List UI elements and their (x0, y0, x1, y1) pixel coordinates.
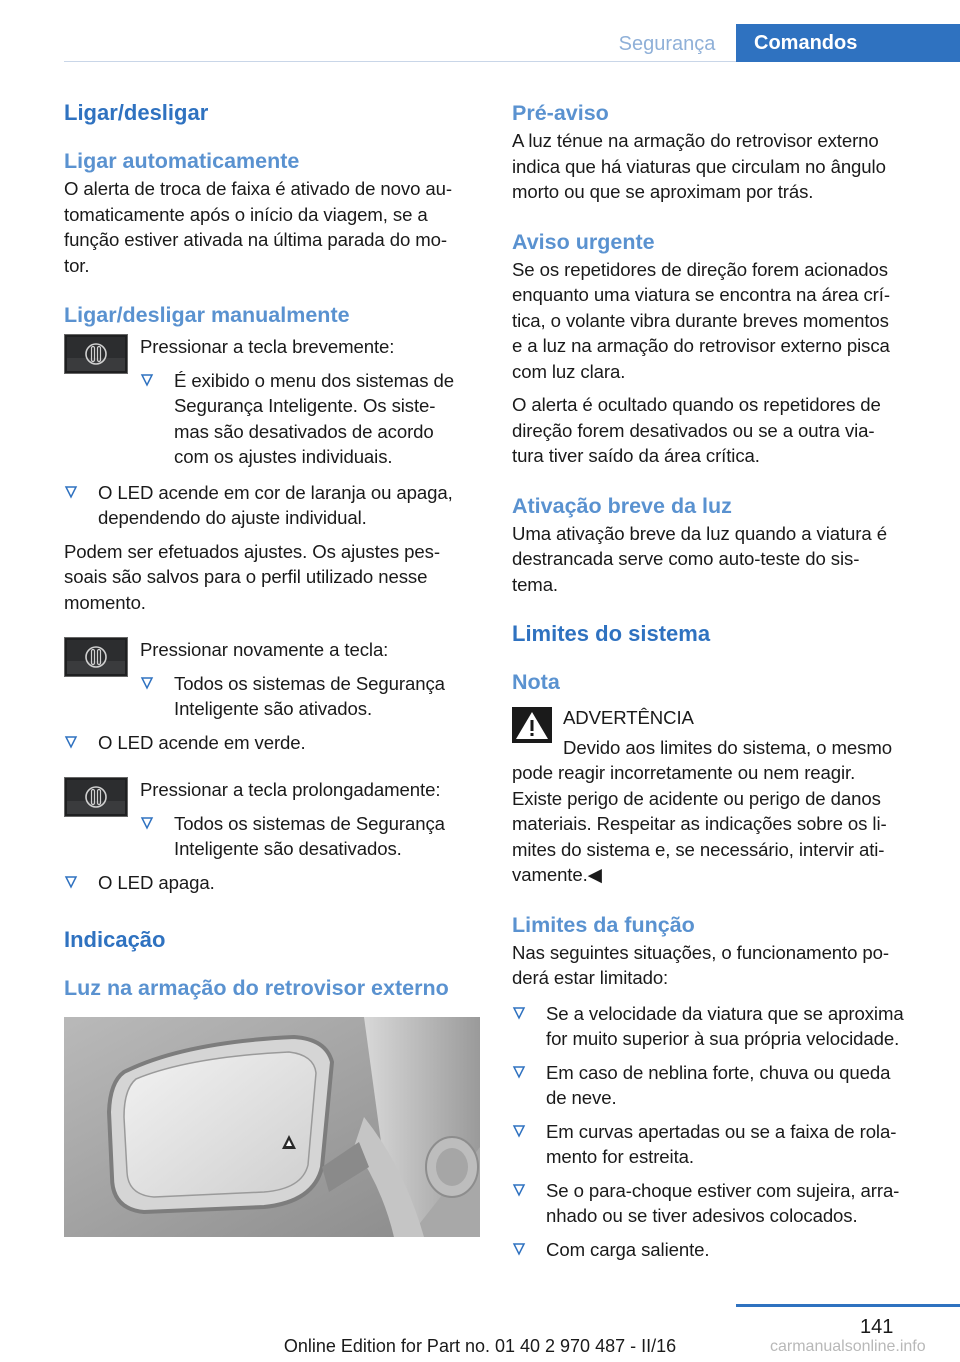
paragraph-hidden: O alerta é ocultado quando os repetidores de direção forem desativados ou se a outra via‐ tura tiver saído da área crítica. (512, 394, 881, 466)
bullet-triangle-icon (512, 1242, 526, 1256)
paragraph-auto: O alerta de troca de faixa é ativado de novo au‐ tomaticamente após o início da viagem, se a função estiver ativada na última parada do mo‐ tor. (64, 178, 452, 276)
bullet-triangle-icon (64, 875, 78, 889)
heading-brief-light: Ativação breve da luz (512, 493, 732, 518)
bullet-func-curves: Em curvas apertadas ou se a faixa de rola‐ mento for estreita. (512, 1119, 926, 1170)
watermark: carmanualsonline.info (770, 1338, 926, 1355)
page-number: 141 (860, 1316, 894, 1338)
paragraph-pre-warning: A luz ténue na armação do retrovisor externo indica que há viaturas que circulam no ângulo morto ou que se aproximam por trás. (512, 130, 886, 202)
right-column (512, 98, 926, 1262)
paragraph-function-limits: Nas seguintes situações, o funcionamento po‐ derá estar limitado: (512, 941, 889, 988)
bullet-triangle-icon (512, 1124, 526, 1138)
left-column (64, 98, 480, 1237)
press-long-row (64, 777, 480, 862)
bullet-func-bumper: Se o para-choque estiver com sujeira, arra‐ nhado ou se tiver adesivos colocados. (512, 1178, 926, 1229)
heading-mirror-light: Luz na armação do retrovisor externo (64, 976, 449, 1000)
bullet-led-orange: O LED acende em cor de laranja ou apaga, dependendo do ajuste individual. (64, 480, 480, 531)
bullet-led-green: O LED acende em verde. (64, 730, 480, 756)
header-section[interactable]: Segurança (618, 33, 716, 55)
heading-auto: Ligar automaticamente (64, 149, 300, 173)
bullet-triangle-icon (140, 373, 154, 387)
warning-block (512, 705, 926, 888)
mirror-illustration (64, 1017, 480, 1237)
bullet-triangle-icon (512, 1065, 526, 1079)
heading-note: Nota (512, 670, 560, 694)
bullet-short: É exibido o menu dos sistemas de Segurança Inteligente. Os siste‐ mas são desativados de acordo com os ajustes individuais. (140, 368, 480, 470)
heading-pre-warning: Pré-aviso (512, 101, 609, 125)
heading-manual: Ligar/desligar manualmente (64, 303, 350, 327)
bullet-triangle-icon (140, 676, 154, 690)
heading-urgent: Aviso urgente (512, 229, 655, 254)
bullet-func-fog: Em caso de neblina forte, chuva ou queda de neve. (512, 1060, 926, 1111)
paragraph-urgent: Se os repetidores de direção forem acionados enquanto uma viatura se encontra na área crí‐ tica, o volante vibra durante breves momentos e a luz na armação do retrovisor externo pisca com luz clara. (512, 258, 890, 382)
bullet-again: Todos os sistemas de Segurança Inteligente são ativados. (140, 671, 480, 722)
press-again-text: Pressionar novamente a tecla: (140, 639, 389, 660)
footer-edition: Online Edition for Part no. 01 40 2 970 487 - II/16 (283, 1336, 677, 1356)
warning-title: ADVERTÊNCIA (563, 707, 694, 728)
warning-line-1: Devido aos limites do sistema, o mesmo (563, 736, 892, 758)
paragraph-brief-light: Uma ativação breve da luz quando a viatura é destrancada serve como auto-teste do sis‐ tema. (512, 522, 887, 595)
press-short-text: Pressionar a tecla brevemente: (140, 336, 395, 357)
assist-button-icon (64, 637, 128, 677)
press-short-row (64, 334, 480, 470)
heading-indication: Indicação (64, 927, 166, 952)
assist-button-icon (64, 777, 128, 817)
header-chapter[interactable]: Comandos (736, 24, 960, 62)
press-again-row (64, 637, 480, 722)
bullet-long: Todos os sistemas de Segurança Inteligente são desativados. (140, 811, 480, 862)
bullet-triangle-icon (140, 816, 154, 830)
bullet-triangle-icon (64, 485, 78, 499)
warning-text: pode reagir incorretamente ou nem reagir. Existe perigo de acidente ou perigo de danos materiais. Respeitar as indicações sobre os li‐ mites do sistema e, se necessário, intervir ati‐ vamente.◀ (512, 762, 887, 885)
bullet-triangle-icon (512, 1183, 526, 1197)
assist-button-icon (64, 334, 128, 374)
heading-on-off: Ligar/desligar (64, 100, 209, 125)
bullet-func-load: Com carga saliente. (512, 1237, 926, 1263)
footer-rule (736, 1304, 960, 1307)
heading-function-limits: Limites da função (512, 912, 695, 937)
bullet-triangle-icon (512, 1006, 526, 1020)
paragraph-settings: Podem ser efetuados ajustes. Os ajustes pes‐ soais são salvos para o perfil utilizado nesse momento. (64, 540, 440, 613)
bullet-func-speed: Se a velocidade da viatura que se aproxima for muito superior à sua própria velocidade. (512, 1001, 926, 1052)
bullet-triangle-icon (64, 735, 78, 749)
heading-system-limits: Limites do sistema (512, 621, 711, 646)
warning-triangle-icon (512, 707, 552, 743)
press-long-text: Pressionar a tecla prolongadamente: (140, 779, 441, 800)
bullet-led-off: O LED apaga. (64, 870, 480, 896)
